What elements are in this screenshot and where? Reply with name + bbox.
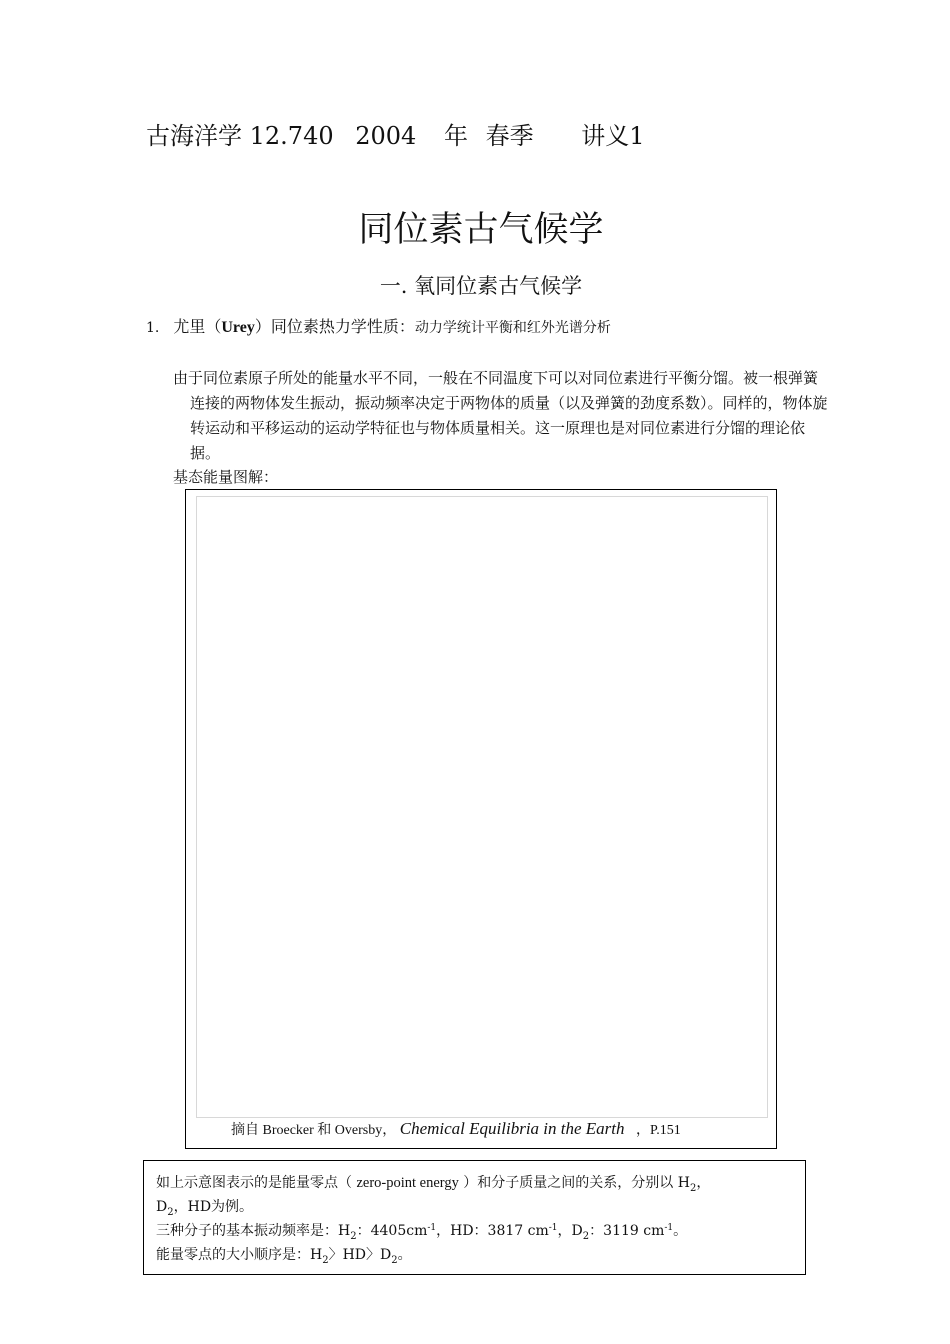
subscript: 2 bbox=[167, 1207, 174, 1218]
note-line-2 bbox=[156, 1195, 793, 1219]
year: 2004 bbox=[355, 122, 417, 150]
note-text: 能量零点的大小顺序是：H bbox=[156, 1247, 323, 1263]
subscript: 2 bbox=[322, 1255, 329, 1266]
superscript: -1 bbox=[548, 1223, 558, 1233]
subsection-number: 1. bbox=[146, 320, 160, 336]
subsection-heading bbox=[146, 314, 611, 337]
note-text: ，HD：3817 cm bbox=[436, 1223, 549, 1239]
note-text: 。 bbox=[397, 1247, 412, 1263]
subsection-suffix: ）同位素热力学性质： bbox=[254, 317, 415, 336]
superscript: -1 bbox=[664, 1223, 674, 1233]
caption-page: ，P.151 bbox=[636, 1123, 681, 1138]
note-text: ：4405cm bbox=[356, 1223, 428, 1239]
note-line-3 bbox=[156, 1219, 793, 1243]
note-text: ，D bbox=[557, 1223, 583, 1239]
figure-frame bbox=[185, 489, 777, 1149]
lecture-number: 讲义1 bbox=[581, 122, 645, 150]
diagram-label: 基态能量图解： bbox=[173, 468, 279, 486]
subscript: 2 bbox=[689, 1183, 697, 1194]
section-heading: 一. 氧同位素古气候学 bbox=[379, 274, 583, 298]
document-header bbox=[146, 116, 645, 151]
note-line-4 bbox=[156, 1243, 793, 1267]
season: 春季 bbox=[485, 122, 534, 150]
figure-caption bbox=[231, 1119, 681, 1139]
year-unit: 年 bbox=[443, 122, 468, 150]
figure-image-placeholder bbox=[196, 496, 768, 1118]
note-text: 三种分子的基本振动频率是：H bbox=[156, 1223, 351, 1239]
course-code: 古海洋学 12.740 bbox=[146, 122, 334, 150]
note-text: ， bbox=[696, 1175, 711, 1191]
note-text: ，HD为例。 bbox=[173, 1199, 254, 1215]
body-paragraph: 由于同位素原子所处的能量水平不同，一般在不同温度下可以对同位素进行平衡分馏。被一根弹簧连接的两物体发生振动，振动频率决定于两物体的质量（以及弹簧的劲度系数）。同样的，物体旋转运动和平移运动的运动学特征也与物体质量相关。这一原理也是对同位素进行分馏的理论依据。 bbox=[173, 369, 828, 462]
note-text: ）和分子质量之间的关系，分别以 H bbox=[458, 1175, 690, 1191]
note-text: D bbox=[156, 1199, 168, 1215]
note-line-1 bbox=[156, 1171, 793, 1195]
subscript: 2 bbox=[582, 1231, 590, 1242]
subsection-prefix: 尤里（ bbox=[173, 317, 222, 336]
subsection-topics: 动力学统计平衡和红外光谱分析 bbox=[414, 320, 611, 336]
subscript: 2 bbox=[350, 1231, 357, 1242]
subscript: 2 bbox=[391, 1255, 398, 1266]
superscript: -1 bbox=[427, 1223, 437, 1233]
zero-point-energy-term: zero-point energy bbox=[356, 1175, 459, 1191]
page-title: 同位素古气候学 bbox=[358, 210, 604, 250]
note-box bbox=[143, 1160, 806, 1275]
note-text: 如上示意图表示的是能量零点（ bbox=[156, 1175, 357, 1191]
caption-prefix: 摘自 Broecker 和 Oversby， bbox=[231, 1123, 397, 1138]
note-text: 。 bbox=[673, 1223, 688, 1239]
note-text: 〉HD〉D bbox=[328, 1247, 392, 1263]
note-text: ：3119 cm bbox=[589, 1223, 665, 1239]
urey-name: Urey bbox=[221, 319, 255, 336]
caption-book-title: Chemical Equilibria in the Earth bbox=[399, 1119, 625, 1138]
